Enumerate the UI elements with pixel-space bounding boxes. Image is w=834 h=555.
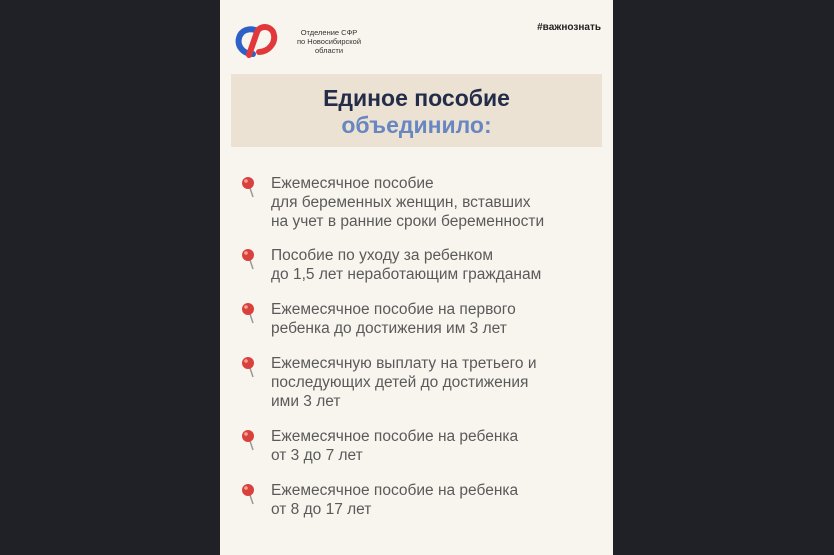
push-pin-icon	[240, 248, 258, 270]
hashtag-label[interactable]: #важнознать	[537, 22, 601, 33]
list-item-text: Ежемесячное пособие на первого ребенка до достижения им 3 лет	[271, 301, 516, 337]
list-item-text: Пособие по уходу за ребенком до 1,5 лет неработающим гражданам	[271, 247, 542, 283]
list-item	[240, 174, 610, 231]
list-item	[240, 300, 610, 338]
push-pin-icon	[240, 483, 258, 505]
push-pin-icon	[240, 429, 258, 451]
title-line-1: Единое пособие	[323, 85, 510, 111]
org-name: Отделение СФР по Новосибирской области	[296, 28, 362, 55]
list-item	[240, 427, 610, 465]
list-item-text: Ежемесячное пособие на ребенка от 8 до 17 лет	[271, 482, 519, 518]
push-pin-icon	[240, 302, 258, 324]
title-banner	[231, 74, 602, 147]
list-item	[240, 246, 610, 284]
push-pin-icon	[240, 176, 258, 198]
list-item-text: Ежемесячное пособие на ребенка от 3 до 7 лет	[271, 428, 519, 464]
title-line-2: объединило:	[341, 112, 492, 138]
sfr-logo	[235, 24, 279, 60]
list-item	[240, 481, 610, 519]
list-item	[240, 354, 610, 411]
post-card	[220, 0, 613, 555]
push-pin-icon	[240, 356, 258, 378]
list-item-text: Ежемесячную выплату на третьего и последующих детей до достижения ими 3 лет	[271, 355, 537, 410]
list-item-text: Ежемесячное пособие для беременных женщин, вставших на учет в ранние сроки беременности	[271, 175, 545, 230]
